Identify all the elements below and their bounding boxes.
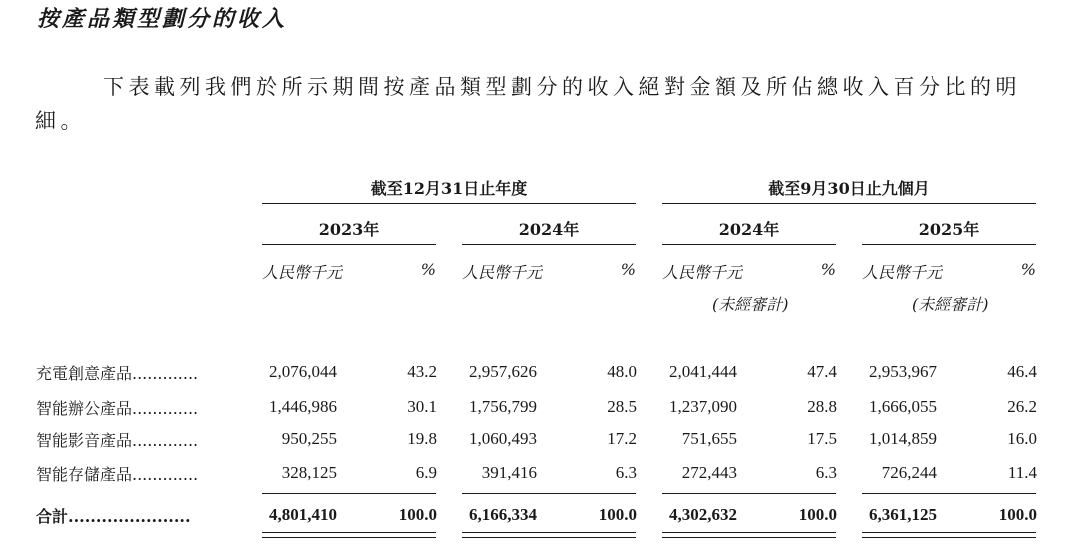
total-row-label: 合計...................... [36,507,191,526]
year-header-2025: 2025年 [918,220,980,239]
amount-cell: 1,014,859 [869,429,937,448]
total-amount-cell: 6,166,334 [469,505,537,524]
unit-label-amount: 人民幣千元 [462,263,543,282]
unit-label-amount: 人民幣千元 [262,263,343,282]
amount-cell: 328,125 [281,463,337,482]
section-title: 按產品類型劃分的收入 [37,7,288,32]
amount-cell: 1,756,799 [469,397,537,416]
amount-cell: 1,237,090 [669,397,737,416]
year-rule [262,244,436,245]
percent-cell: 28.5 [607,397,637,416]
unaudited-label: (未經審計) [912,295,989,314]
period-rule-annual [262,203,636,204]
total-double-rule-top [462,532,636,533]
percent-cell: 6.3 [815,463,837,482]
year-rule [662,244,836,245]
row-label: 智能辦公產品............. [36,399,199,418]
total-double-rule-top [662,532,836,533]
year-header-2024-nine-months: 2024年 [718,220,780,239]
amount-cell: 1,446,986 [269,397,337,416]
unit-label-amount: 人民幣千元 [662,263,743,282]
amount-cell: 391,416 [481,463,537,482]
total-amount-cell: 6,361,125 [869,505,937,524]
subtotal-rule [462,493,636,494]
row-label: 充電創意產品............. [36,364,199,383]
row-label: 智能影音產品............. [36,431,199,450]
percent-cell: 6.3 [615,463,637,482]
total-double-rule-top [862,532,1036,533]
percent-cell: 6.9 [415,463,437,482]
percent-cell: 17.5 [807,429,837,448]
percent-cell: 28.8 [807,397,837,416]
unit-label-percent: % [1020,260,1036,279]
percent-cell: 16.0 [1007,429,1037,448]
percent-cell: 47.4 [807,362,837,381]
percent-cell: 48.0 [607,362,637,381]
amount-cell: 2,953,967 [869,362,937,381]
period-header-annual: 截至12月31日止年度 [370,179,528,198]
amount-cell: 2,957,626 [469,362,537,381]
subtotal-rule [862,493,1036,494]
amount-cell: 950,255 [281,429,337,448]
amount-cell: 726,244 [881,463,937,482]
percent-cell: 17.2 [607,429,637,448]
percent-cell: 30.1 [407,397,437,416]
total-double-rule-bottom [462,537,636,538]
subtotal-rule [662,493,836,494]
amount-cell: 751,655 [681,429,737,448]
total-percent-cell: 100.0 [798,505,837,524]
total-double-rule-bottom [662,537,836,538]
year-header-2024-annual: 2024年 [518,220,580,239]
year-rule [862,244,1036,245]
percent-cell: 26.2 [1007,397,1037,416]
total-percent-cell: 100.0 [998,505,1037,524]
total-double-rule-bottom [862,537,1036,538]
period-header-nine-months: 截至9月30日止九個月 [768,179,930,198]
period-rule-nine-months [662,203,1036,204]
total-percent-cell: 100.0 [398,505,437,524]
total-amount-cell: 4,302,632 [669,505,737,524]
percent-cell: 46.4 [1007,362,1037,381]
unit-label-percent: % [420,260,436,279]
amount-cell: 2,041,444 [669,362,737,381]
total-double-rule-top [262,532,436,533]
amount-cell: 1,666,055 [869,397,937,416]
year-rule [462,244,636,245]
percent-cell: 19.8 [407,429,437,448]
amount-cell: 2,076,044 [269,362,337,381]
amount-cell: 272,443 [681,463,737,482]
amount-cell: 1,060,493 [469,429,537,448]
unit-label-percent: % [620,260,636,279]
total-double-rule-bottom [262,537,436,538]
intro-paragraph: 下表載列我們於所示期間按產品類型劃分的收入絕對金額及所佔總收入百分比的明細。 [35,75,1021,133]
percent-cell: 43.2 [407,362,437,381]
total-percent-cell: 100.0 [598,505,637,524]
year-header-2023: 2023年 [318,220,380,239]
row-label: 智能存儲產品............. [36,465,199,484]
percent-cell: 11.4 [1007,463,1037,482]
unaudited-label: (未經審計) [712,295,789,314]
unit-label-percent: % [820,260,836,279]
total-amount-cell: 4,801,410 [269,505,337,524]
subtotal-rule [362,493,436,494]
unit-label-amount: 人民幣千元 [862,263,943,282]
